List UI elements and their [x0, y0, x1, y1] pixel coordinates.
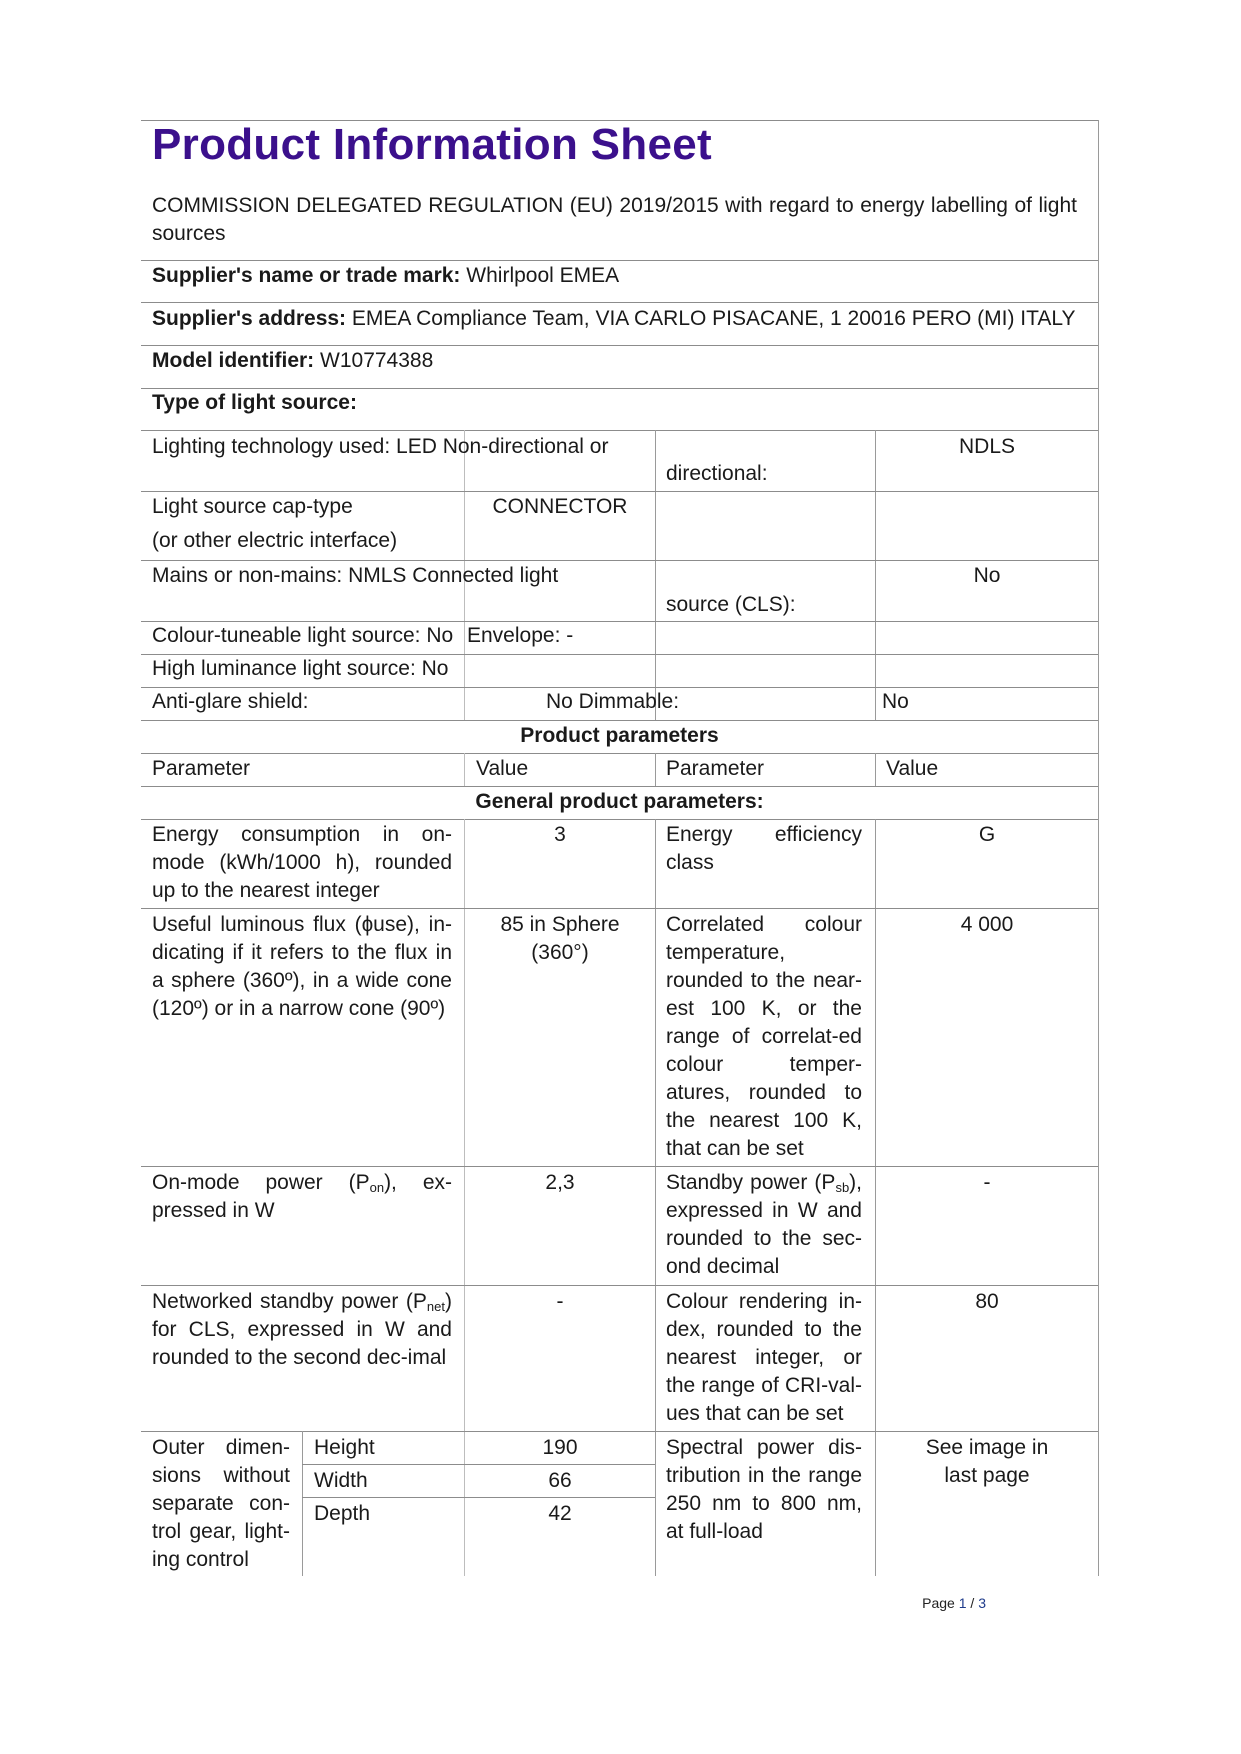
regulation-text: COMMISSION DELEGATED REGULATION (EU) 2019/2015 with regard to energy labelling of light sources: [152, 194, 1077, 245]
depth-label: Depth: [314, 1502, 371, 1525]
mains-value: No: [973, 564, 1001, 587]
rule: [141, 1166, 1098, 1167]
cri-value: 80: [975, 1290, 999, 1313]
col-header-value: Value: [476, 757, 529, 780]
supplier-address-row: [152, 305, 1076, 333]
supplier-name-value: Whirlpool EMEA: [466, 264, 620, 287]
on-mode-power-label: On-mode power $(P_{on})$, ex-pressed in W: [152, 1171, 452, 1222]
general-parameters-heading: General product parameters:: [475, 790, 764, 813]
lighting-technology-value: NDLS: [958, 435, 1016, 458]
col-divider: [875, 753, 876, 786]
cct-value: 4 000: [960, 913, 1014, 936]
rule: [141, 720, 1098, 721]
col-header-parameter: Parameter: [152, 757, 251, 780]
supplier-address-value: EMEA Compliance Team, VIA CARLO PISACANE, 1 20016 PERO (MI) ITALY: [351, 307, 1076, 330]
cap-type-label-cont: (or other electric interface): [152, 529, 398, 552]
anti-glare-label: Anti-glare shield:: [152, 690, 309, 713]
luminous-flux-label: Useful luminous flux (ɸuse), in-dicating if it refers to the flux in a sphere (360º), in a wide cone (120º) or in a narrow cone (90º): [152, 913, 452, 1020]
rule: [141, 491, 1098, 492]
rule: [141, 786, 1098, 787]
spectral-distribution-label: Spectral power dis-tribution in the range 250 nm to 800 nm, at full-load: [666, 1436, 862, 1543]
rule: [141, 560, 1098, 561]
cri-label: Colour rendering in-dex, rounded to the nearest integer, or the range of CRI-val-ues that can be set: [666, 1290, 862, 1425]
product-parameters-heading: Product parameters: [520, 724, 719, 747]
height-label: Height: [314, 1436, 375, 1459]
col-divider: [655, 819, 656, 1576]
page-title: Product Information Sheet: [152, 120, 712, 169]
rule: [141, 908, 1098, 909]
envelope: Envelope: -: [467, 624, 574, 647]
right-border: [1098, 120, 1099, 1576]
supplier-name-row: [152, 262, 619, 290]
dims-divider: [302, 1431, 303, 1576]
col-divider: [655, 753, 656, 786]
col-header-value-2: Value: [886, 757, 939, 780]
rule: [141, 753, 1098, 754]
energy-consumption-label: Energy consumption in on-mode (kWh/1000 h), rounded up to the nearest integer: [152, 823, 452, 902]
col-header-parameter-2: Parameter: [666, 757, 765, 780]
anti-glare-value: No Dimmable:: [546, 690, 680, 713]
cct-label: Correlated colour temperature, rounded to the near-est 100 K, or the range of correlat-ed colour temper-atures, rounded to the nearest 100 K, that can be set: [666, 913, 862, 1160]
model-value: W10774388: [320, 349, 434, 372]
col-divider: [464, 819, 465, 1576]
energy-class-value: G: [978, 823, 996, 846]
rule: [141, 260, 1098, 261]
rule: [141, 302, 1098, 303]
supplier-name-label: Supplier's name or trade mark:: [152, 264, 461, 287]
energy-class-label: Energy efficiency class: [666, 823, 862, 874]
networked-standby-value: -: [556, 1290, 564, 1313]
type-of-light-source: Type of light source:: [152, 391, 357, 414]
mains-label-cont: source (CLS):: [666, 593, 796, 616]
rule: [141, 345, 1098, 346]
width-value: 66: [548, 1469, 572, 1492]
height-value: 190: [542, 1436, 578, 1459]
on-mode-power-value: 2,3: [545, 1171, 575, 1194]
depth-value: 42: [548, 1502, 572, 1525]
rule: [141, 819, 1098, 820]
model-row: [152, 347, 433, 375]
rule: [302, 1497, 655, 1498]
rule: [141, 1285, 1098, 1286]
standby-power-label: Standby power $(P_{sb})$, expressed in W and rounded to the sec-ond decimal: [666, 1171, 862, 1278]
supplier-address-label: Supplier's address:: [152, 307, 347, 330]
width-label: Width: [314, 1469, 368, 1492]
cap-type-value: CONNECTOR: [492, 495, 628, 518]
networked-standby-label: Networked standby power $(P_{net})$ for CLS, expressed in W and rounded to the second dec-imal: [152, 1290, 452, 1369]
cap-type-label: Light source cap-type: [152, 495, 353, 518]
rule: [141, 1431, 1098, 1432]
rule: [302, 1464, 655, 1465]
col-divider: [655, 430, 656, 720]
standby-power-value: -: [983, 1171, 991, 1194]
model-label: Model identifier:: [152, 349, 315, 372]
page-number: Page 1 / 3: [922, 1595, 986, 1611]
energy-consumption-value: 3: [554, 823, 566, 846]
luminous-flux-value: 85 in Sphere (360°): [500, 913, 620, 964]
spectral-distribution-value: See image in last page: [925, 1436, 1049, 1487]
colour-tuneable: Colour-tuneable light source: No: [152, 624, 454, 647]
outer-dimensions-label: Outer dimen-sions without separate con-trol gear, light-ing control: [152, 1436, 290, 1571]
lighting-technology-label-cont: directional:: [666, 462, 768, 485]
rule: [141, 430, 1098, 431]
dimmable-value: No: [882, 690, 909, 713]
col-divider: [464, 753, 465, 786]
high-luminance: High luminance light source: No: [152, 657, 449, 680]
mains-label: Mains or non-mains: NMLS Connected light: [152, 564, 559, 587]
lighting-technology-label: Lighting technology used: LED Non-directional or: [152, 435, 609, 458]
